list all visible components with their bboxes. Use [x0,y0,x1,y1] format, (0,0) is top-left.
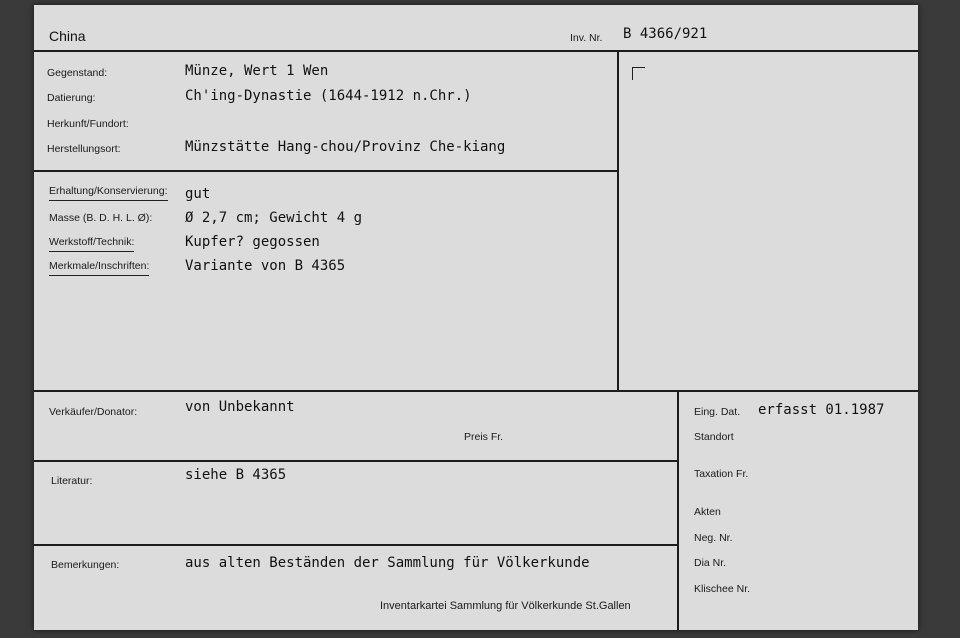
masse-value: Ø 2,7 cm; Gewicht 4 g [185,210,363,226]
werkstoff-value: Kupfer? gegossen [185,234,320,250]
divider-section1 [34,170,619,172]
country-title: China [49,28,86,44]
inv-nr-value: B 4366/921 [623,26,708,42]
preis-label: Preis Fr. [464,431,504,443]
standort-label: Standort [694,431,734,443]
erhaltung-value: gut [185,186,211,202]
merkmale-value: Variante von B 4365 [185,258,346,274]
divider-section2 [34,390,918,392]
akten-label: Akten [694,506,721,518]
divider-section4 [34,544,679,546]
divider-top-vertical [617,50,619,392]
neg-nr-label: Neg. Nr. [694,532,733,544]
datierung-label: Datierung: [47,92,96,104]
dia-nr-label: Dia Nr. [694,557,727,569]
taxation-label: Taxation Fr. [694,468,749,480]
divider-bottom-vertical [677,390,679,630]
divider-header [34,50,918,52]
datierung-value: Ch'ing-Dynastie (1644-1912 n.Chr.) [185,88,472,104]
herstellungsort-value: Münzstätte Hang-chou/Provinz Che-kiang [185,139,506,155]
verkaeufer-label: Verkäufer/Donator: [49,406,138,418]
divider-section3 [34,460,679,462]
eing-dat-value: erfasst 01.1987 [758,402,885,418]
inventory-card [34,5,918,630]
bemerkungen-value: aus alten Beständen der Sammlung für Völkerkunde [185,555,590,571]
gegenstand-value: Münze, Wert 1 Wen [185,63,329,79]
inv-nr-label: Inv. Nr. [570,32,603,44]
literatur-label: Literatur: [51,475,93,487]
herstellungsort-label: Herstellungsort: [47,143,121,155]
merkmale-label: Merkmale/Inschriften: [49,260,149,276]
herkunft-label: Herkunft/Fundort: [47,118,129,130]
bemerkungen-label: Bemerkungen: [51,559,120,571]
masse-label: Masse (B. D. H. L. Ø): [49,212,153,224]
literatur-value: siehe B 4365 [185,467,287,483]
eing-dat-label: Eing. Dat. [694,406,741,418]
gegenstand-label: Gegenstand: [47,67,108,79]
werkstoff-label: Werkstoff/Technik: [49,236,134,252]
verkaeufer-value: von Unbekannt [185,399,295,415]
erhaltung-label: Erhaltung/Konservierung: [49,185,168,201]
klischee-nr-label: Klischee Nr. [694,583,751,595]
card-footer: Inventarkartei Sammlung für Völkerkunde St.Gallen [380,600,631,612]
corner-mark [632,67,645,80]
